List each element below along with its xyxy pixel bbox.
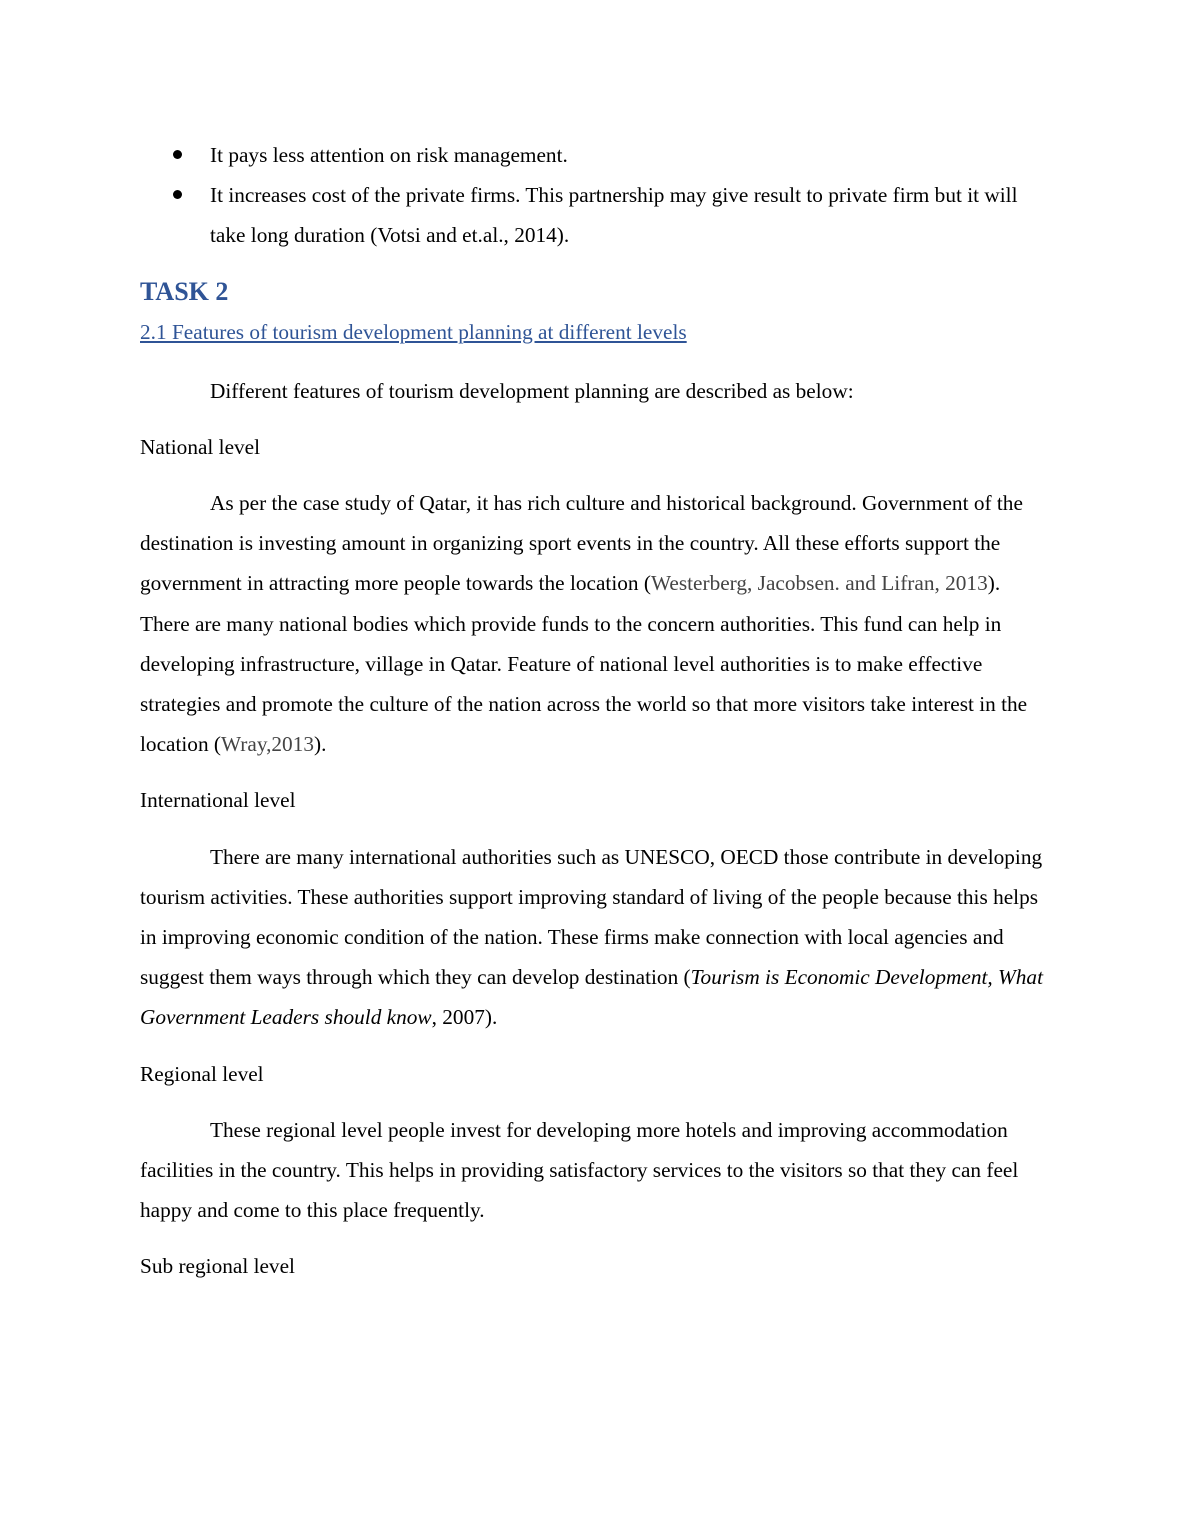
bullet-list	[140, 135, 1050, 256]
international-text-a: There are many international authorities such as UNESCO, OECD those contribute in developing tourism activities. These authorities support improving standard of living of the people because this helps in improving economic condition of the nation. These firms make connection with local agencies and suggest them ways through which they can develop destination (	[140, 844, 1043, 990]
list-item	[140, 135, 1050, 175]
international-level-title: International level	[140, 788, 296, 813]
international-level-paragraph	[140, 837, 1050, 1038]
national-text-c: ).	[314, 732, 327, 757]
national-level-title: National level	[140, 434, 261, 459]
national-text-a: As per the case study of Qatar, it has rich culture and historical background. Government of the destination is investing amount in organizing sport events in the country. All these efforts support the government in attracting more people towards the location (	[140, 491, 1023, 596]
document-page	[140, 135, 1050, 1287]
national-citation-a: Westerberg, Jacobsen. and Lifran, 2013	[650, 571, 988, 596]
bullet-text: It increases cost of the private firms. This partnership may give result to private firm but it will take long duration (Votsi and et.al., 2014).	[210, 183, 1018, 248]
subregional-level-title: Sub regional level	[140, 1254, 295, 1279]
intro-paragraph: Different features of tourism development planning are described as below:	[210, 378, 854, 403]
bullet-icon	[173, 150, 182, 159]
national-citation-b: Wray,2013	[221, 732, 315, 757]
national-text-b: ). There are many national bodies which provide funds to the concern authorities. This fund can help in developing infrastructure, village in Qatar. Feature of national level authorities is to make effective strategies and promote the culture of the nation across the world so that more visitors take interest in the location (	[140, 571, 1028, 757]
bullet-icon	[173, 190, 182, 199]
international-text-b: , 2007).	[431, 1005, 498, 1030]
international-italic-title: Tourism is Economic Development, What Government Leaders should know	[140, 965, 1044, 1030]
task-heading: TASK 2	[140, 276, 229, 306]
regional-level-paragraph: These regional level people invest for developing more hotels and improving accommodation facilities in the country. This helps in providing satisfactory services to the visitors so that they can feel happy and come to this place frequently.	[140, 1117, 1019, 1223]
regional-level-title: Regional level	[140, 1061, 264, 1086]
bullet-text: It pays less attention on risk management.	[210, 143, 568, 167]
section-subheading: 2.1 Features of tourism development planning at different levels	[140, 319, 687, 344]
list-item	[140, 175, 1050, 255]
national-level-paragraph	[140, 483, 1050, 764]
